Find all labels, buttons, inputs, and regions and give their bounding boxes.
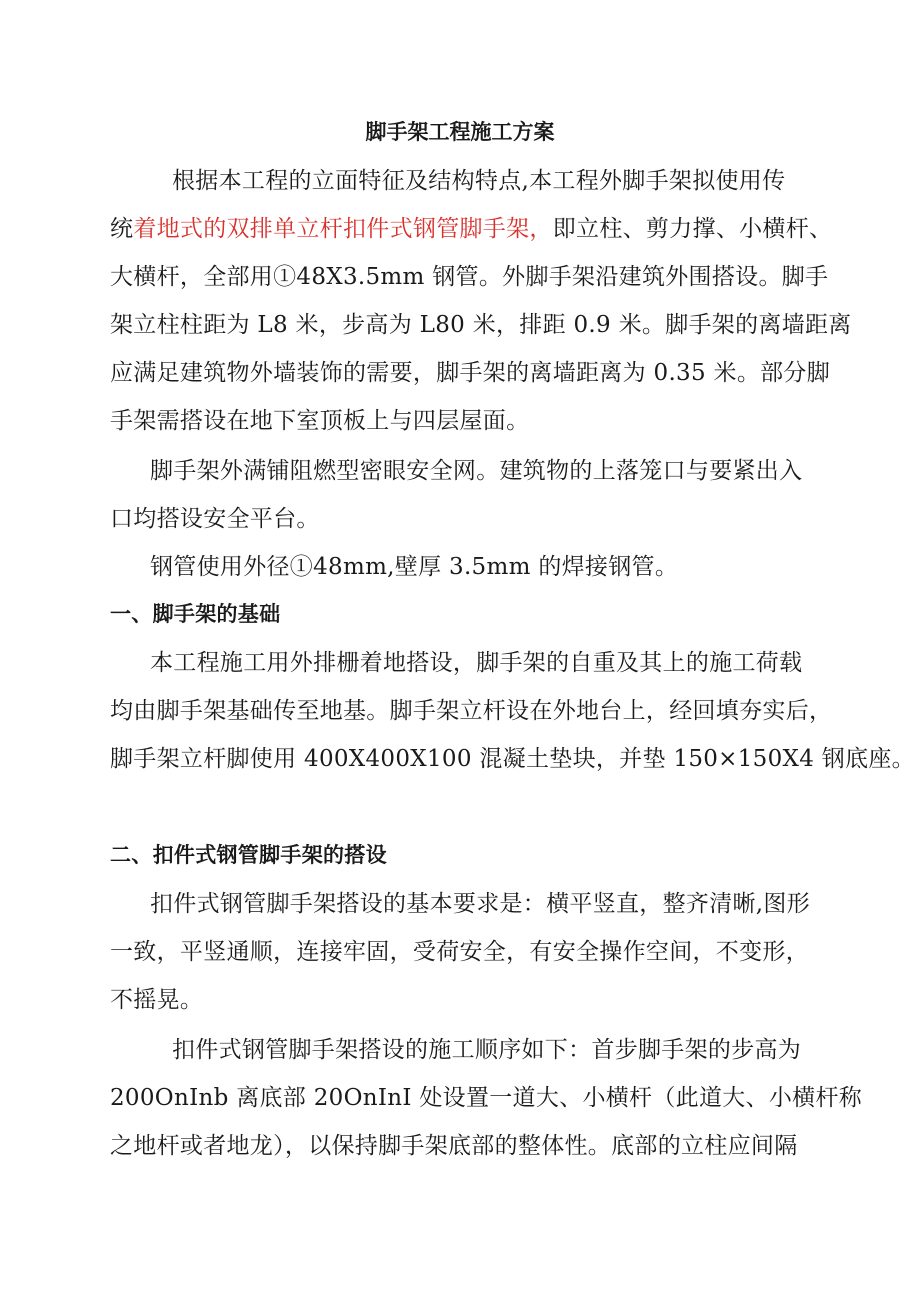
section-2-p2-line-1: 扣件式钢管脚手架搭设的施工顺序如下：首步脚手架的步高为	[172, 1037, 802, 1063]
section-1-line-3: 脚手架立杆脚使用 400X400X100 混凝土垫块，并垫 150×150X4 钢底座。	[110, 746, 915, 772]
highlighted-scaffold-type: 着地式的双排单立杆扣件式钢管脚手架，	[133, 216, 553, 242]
section-1-line-2: 均由脚手架基础传至地基。脚手架立杆设在外地台上，经回填夯实后，	[110, 698, 833, 724]
pipe-line: 钢管使用外径①48mm,壁厚 3.5mm 的焊接钢管。	[150, 554, 679, 580]
intro-line-5: 应满足建筑物外墙装饰的需要，脚手架的离墙距离为 0.35 米。部分脚	[110, 360, 831, 386]
section-1-heading: 一、脚手架的基础	[110, 602, 281, 626]
section-2-p1-line-3: 不摇晃。	[110, 987, 204, 1013]
net-line-1: 脚手架外满铺阻燃型密眼安全网。建筑物的上落笼口与要紧出入	[150, 458, 803, 484]
section-2-p2-line-2: 200OnInb 离底部 20OnInI 处设置一道大、小横杆（此道大、小横杆称	[110, 1085, 863, 1111]
intro-line-1: 根据本工程的立面特征及结构特点,本工程外脚手架拟使用传	[172, 168, 786, 194]
page-title: 脚手架工程施工方案	[365, 120, 555, 144]
section-2-p2-line-3: 之地杆或者地龙），以保持脚手架底部的整体性。底部的立柱应间隔	[110, 1133, 798, 1159]
section-1-line-1: 本工程施工用外排栅着地搭设，脚手架的自重及其上的施工荷载	[150, 650, 803, 676]
net-line-2: 口均搭设安全平台。	[110, 506, 320, 532]
intro-line-2	[110, 214, 832, 244]
intro-line-3: 大横杆，全部用①48X3.5mm 钢管。外脚手架沿建筑外围搭设。脚手	[110, 264, 829, 290]
intro-line-6: 手架需搭设在地下室顶板上与四层屋面。	[110, 408, 530, 434]
section-2-p1-line-2: 一致，平竖通顺，连接牢固，受荷安全，有安全操作空间，不变形，	[110, 939, 809, 965]
section-2-p1-line-1: 扣件式钢管脚手架搭设的基本要求是：横平竖直，整齐清晰,图形	[150, 891, 811, 917]
intro-line-4: 架立柱柱距为 L8 米，步高为 L80 米，排距 0.9 米。脚手架的离墙距离	[110, 312, 852, 338]
intro-line-2-start: 统	[110, 216, 134, 242]
section-2-heading: 二、扣件式钢管脚手架的搭设	[110, 843, 387, 867]
intro-line-2-end: 即立柱、剪力撑、小横杆、	[552, 216, 833, 242]
